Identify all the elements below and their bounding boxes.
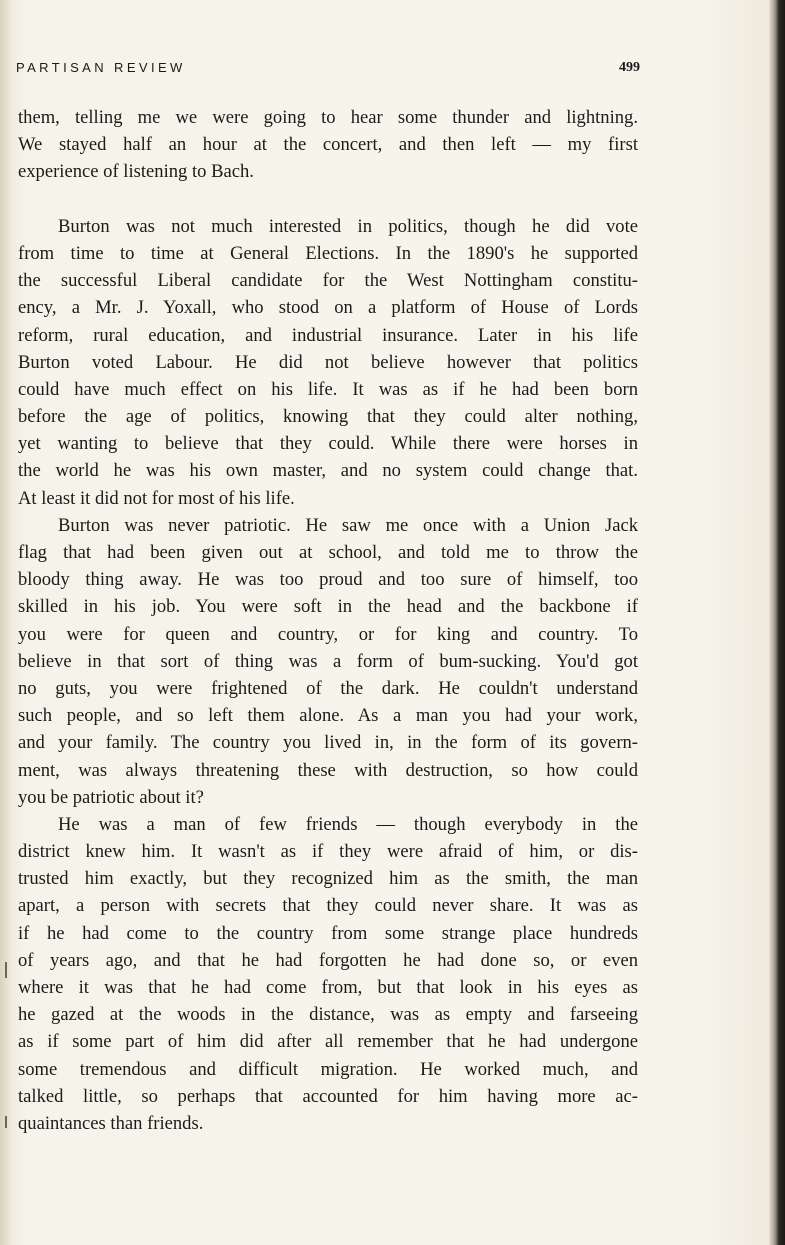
binding-shadow	[0, 0, 12, 1245]
text-line: such people, and so left them alone. As a man you had your work,	[18, 705, 638, 727]
page-number: 499	[619, 60, 640, 75]
body-text	[18, 104, 638, 1137]
running-header	[16, 60, 640, 82]
text-line: you were for queen and country, or for king and country. To	[18, 623, 638, 645]
text-line: the world he was his own master, and no system could change that.	[18, 460, 638, 482]
text-line: trusted him exactly, but they recognized him as the smith, the man	[18, 868, 638, 890]
text-line: he gazed at the woods in the distance, was as empty and farseeing	[18, 1004, 638, 1026]
text-line: of years ago, and that he had forgotten he had done so, or even	[18, 949, 638, 971]
text-line: as if some part of him did after all remember that he had undergone	[18, 1031, 638, 1053]
text-line: yet wanting to believe that they could. While there were horses in	[18, 433, 638, 455]
text-line: flag that had been given out at school, and told me to throw the	[18, 542, 638, 563]
text-line: skilled in his job. You were soft in the head and the backbone if	[18, 596, 638, 618]
text-line: Burton voted Labour. He did not believe however that politics	[18, 351, 638, 373]
text-line: quaintances than friends.	[18, 1112, 204, 1134]
text-line: before the age of politics, knowing that they could alter nothing,	[18, 406, 638, 428]
text-line: no guts, you were frightened of the dark. He couldn't understand	[18, 677, 638, 699]
text-line: He was a man of few friends — though everybody in the	[58, 813, 638, 835]
section-break	[18, 186, 638, 213]
text-line: apart, a person with secrets that they could never share. It was as	[18, 895, 638, 917]
text-line: We stayed half an hour at the concert, and then left — my first	[18, 134, 638, 156]
text-line: and your family. The country you lived in, in the form of its govern-	[18, 732, 638, 754]
text-line: ency, a Mr. J. Yoxall, who stood on a platform of House of Lords	[18, 297, 638, 319]
running-title: PARTISAN REVIEW	[16, 60, 186, 75]
text-line: district knew him. It wasn't as if they were afraid of him, or dis-	[18, 841, 638, 863]
text-line: reform, rural education, and industrial insurance. Later in his life	[18, 324, 638, 346]
text-line: some tremendous and difficult migration. He worked much, and	[18, 1058, 638, 1080]
text-line: them, telling me we were going to hear some thunder and lightning.	[18, 107, 638, 128]
scan-mark	[5, 1116, 7, 1128]
text-line: experience of listening to Bach.	[18, 161, 254, 183]
text-line: the successful Liberal candidate for the West Nottingham constitu-	[18, 270, 638, 292]
text-line: Burton was not much interested in politics, though he did vote	[58, 215, 638, 237]
text-line: believe in that sort of thing was a form of bum-sucking. You'd got	[18, 650, 638, 672]
text-line: from time to time at General Elections. In the 1890's he supported	[18, 242, 638, 264]
text-line: At least it did not for most of his life.	[18, 487, 295, 509]
text-line: bloody thing away. He was too proud and too sure of himself, too	[18, 569, 638, 591]
text-line: Burton was never patriotic. He saw me once with a Union Jack	[58, 514, 638, 536]
text-line: talked little, so perhaps that accounted for him having more ac-	[18, 1085, 638, 1107]
text-line: could have much effect on his life. It was as if he had been born	[18, 378, 638, 400]
text-line: ment, was always threatening these with destruction, so how could	[18, 759, 638, 781]
text-line: if he had come to the country from some strange place hundreds	[18, 922, 638, 944]
scan-mark	[5, 962, 7, 978]
text-line: where it was that he had come from, but that look in his eyes as	[18, 977, 638, 998]
page-edge	[769, 0, 785, 1245]
text-line: you be patriotic about it?	[18, 786, 204, 808]
